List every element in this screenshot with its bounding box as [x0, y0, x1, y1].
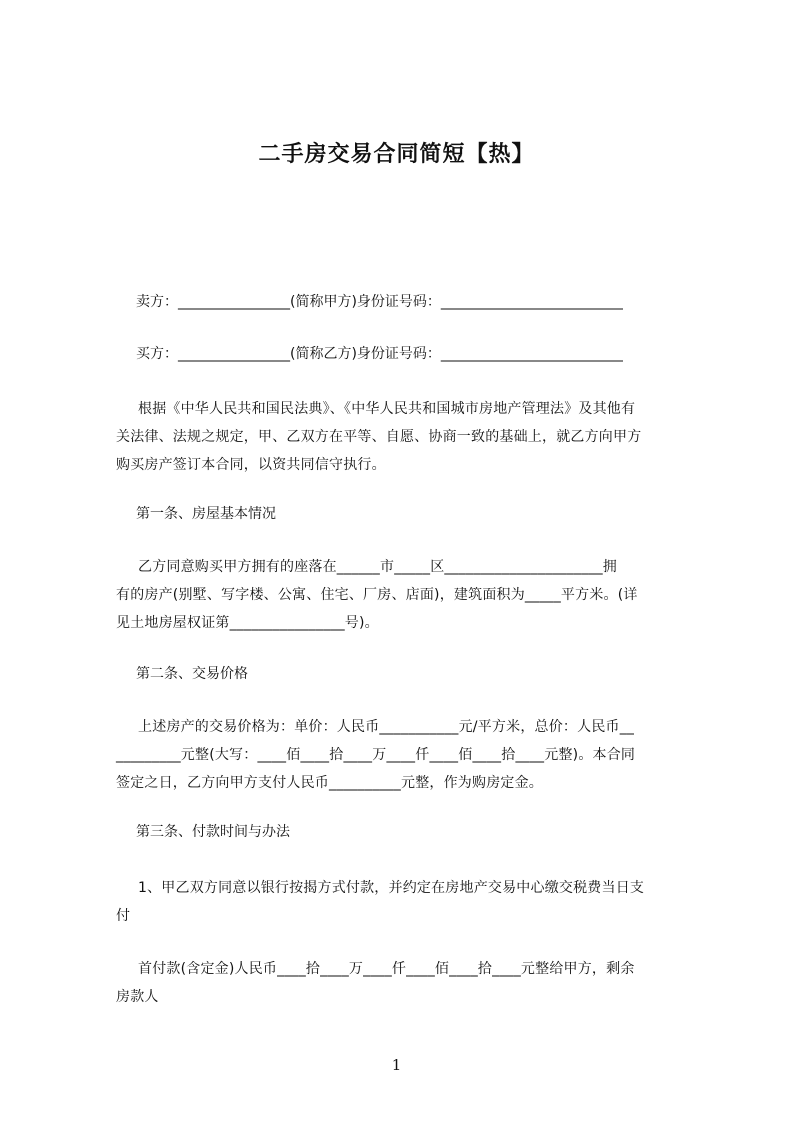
intro-line-1: 根据《中华人民共和国民法典》、《中华人民共和国城市房地产管理法》及其他有 [138, 401, 636, 417]
article3-heading: 第三条、付款时间与办法 [136, 824, 290, 840]
down-payment-paragraph [116, 955, 702, 1011]
down-payment-line-1: 首付款(含定金)人民币____拾____万____仟____佰____拾____元整给甲方，剩余 [138, 961, 635, 977]
down-payment-line-2: 房款人 [116, 989, 159, 1005]
document-title: 二手房交易合同简短【热】 [258, 142, 535, 167]
article1-line-3: 见土地房屋权证第________________号)。 [116, 615, 379, 631]
article2-line-3: 签定之日，乙方向甲方支付人民币__________元整，作为购房定金。 [116, 775, 543, 791]
page-number: 1 [391, 1056, 402, 1074]
article2-body [116, 713, 702, 797]
seller-line: 卖方：________________(简称甲方)身份证号码：__________________________ [136, 294, 623, 310]
clause1-line-1: 1、甲乙双方同意以银行按揭方式付款，并约定在房地产交易中心缴交税费当日支 [138, 880, 645, 896]
article2-heading: 第二条、交易价格 [136, 666, 248, 682]
article1-heading: 第一条、房屋基本情况 [136, 506, 276, 522]
intro-line-3: 购买房产签订本合同，以资共同信守执行。 [116, 457, 386, 473]
intro-line-2: 关法律、法规之规定，甲、乙双方在平等、自愿、协商一致的基础上，就乙方向甲方 [116, 429, 642, 445]
article2-line-2: _________元整(大写：____佰____拾____万____仟____佰____拾____元整)。本合同 [116, 747, 636, 763]
clause1-paragraph [116, 874, 702, 930]
article1-line-2: 有的房产(别墅、写字楼、公寓、住宅、厂房、店面)，建筑面积为_____平方米。(详 [116, 587, 638, 603]
article1-body [116, 553, 702, 637]
article2-line-1: 上述房产的交易价格为：单价：人民币___________元/平方米，总价：人民币__ [138, 719, 635, 735]
buyer-line: 买方：________________(简称乙方)身份证号码：__________________________ [136, 346, 623, 362]
clause1-line-2: 付 [116, 908, 131, 924]
intro-paragraph [116, 395, 702, 479]
article1-line-1: 乙方同意购买甲方拥有的座落在______市_____区______________________拥 [138, 559, 617, 575]
